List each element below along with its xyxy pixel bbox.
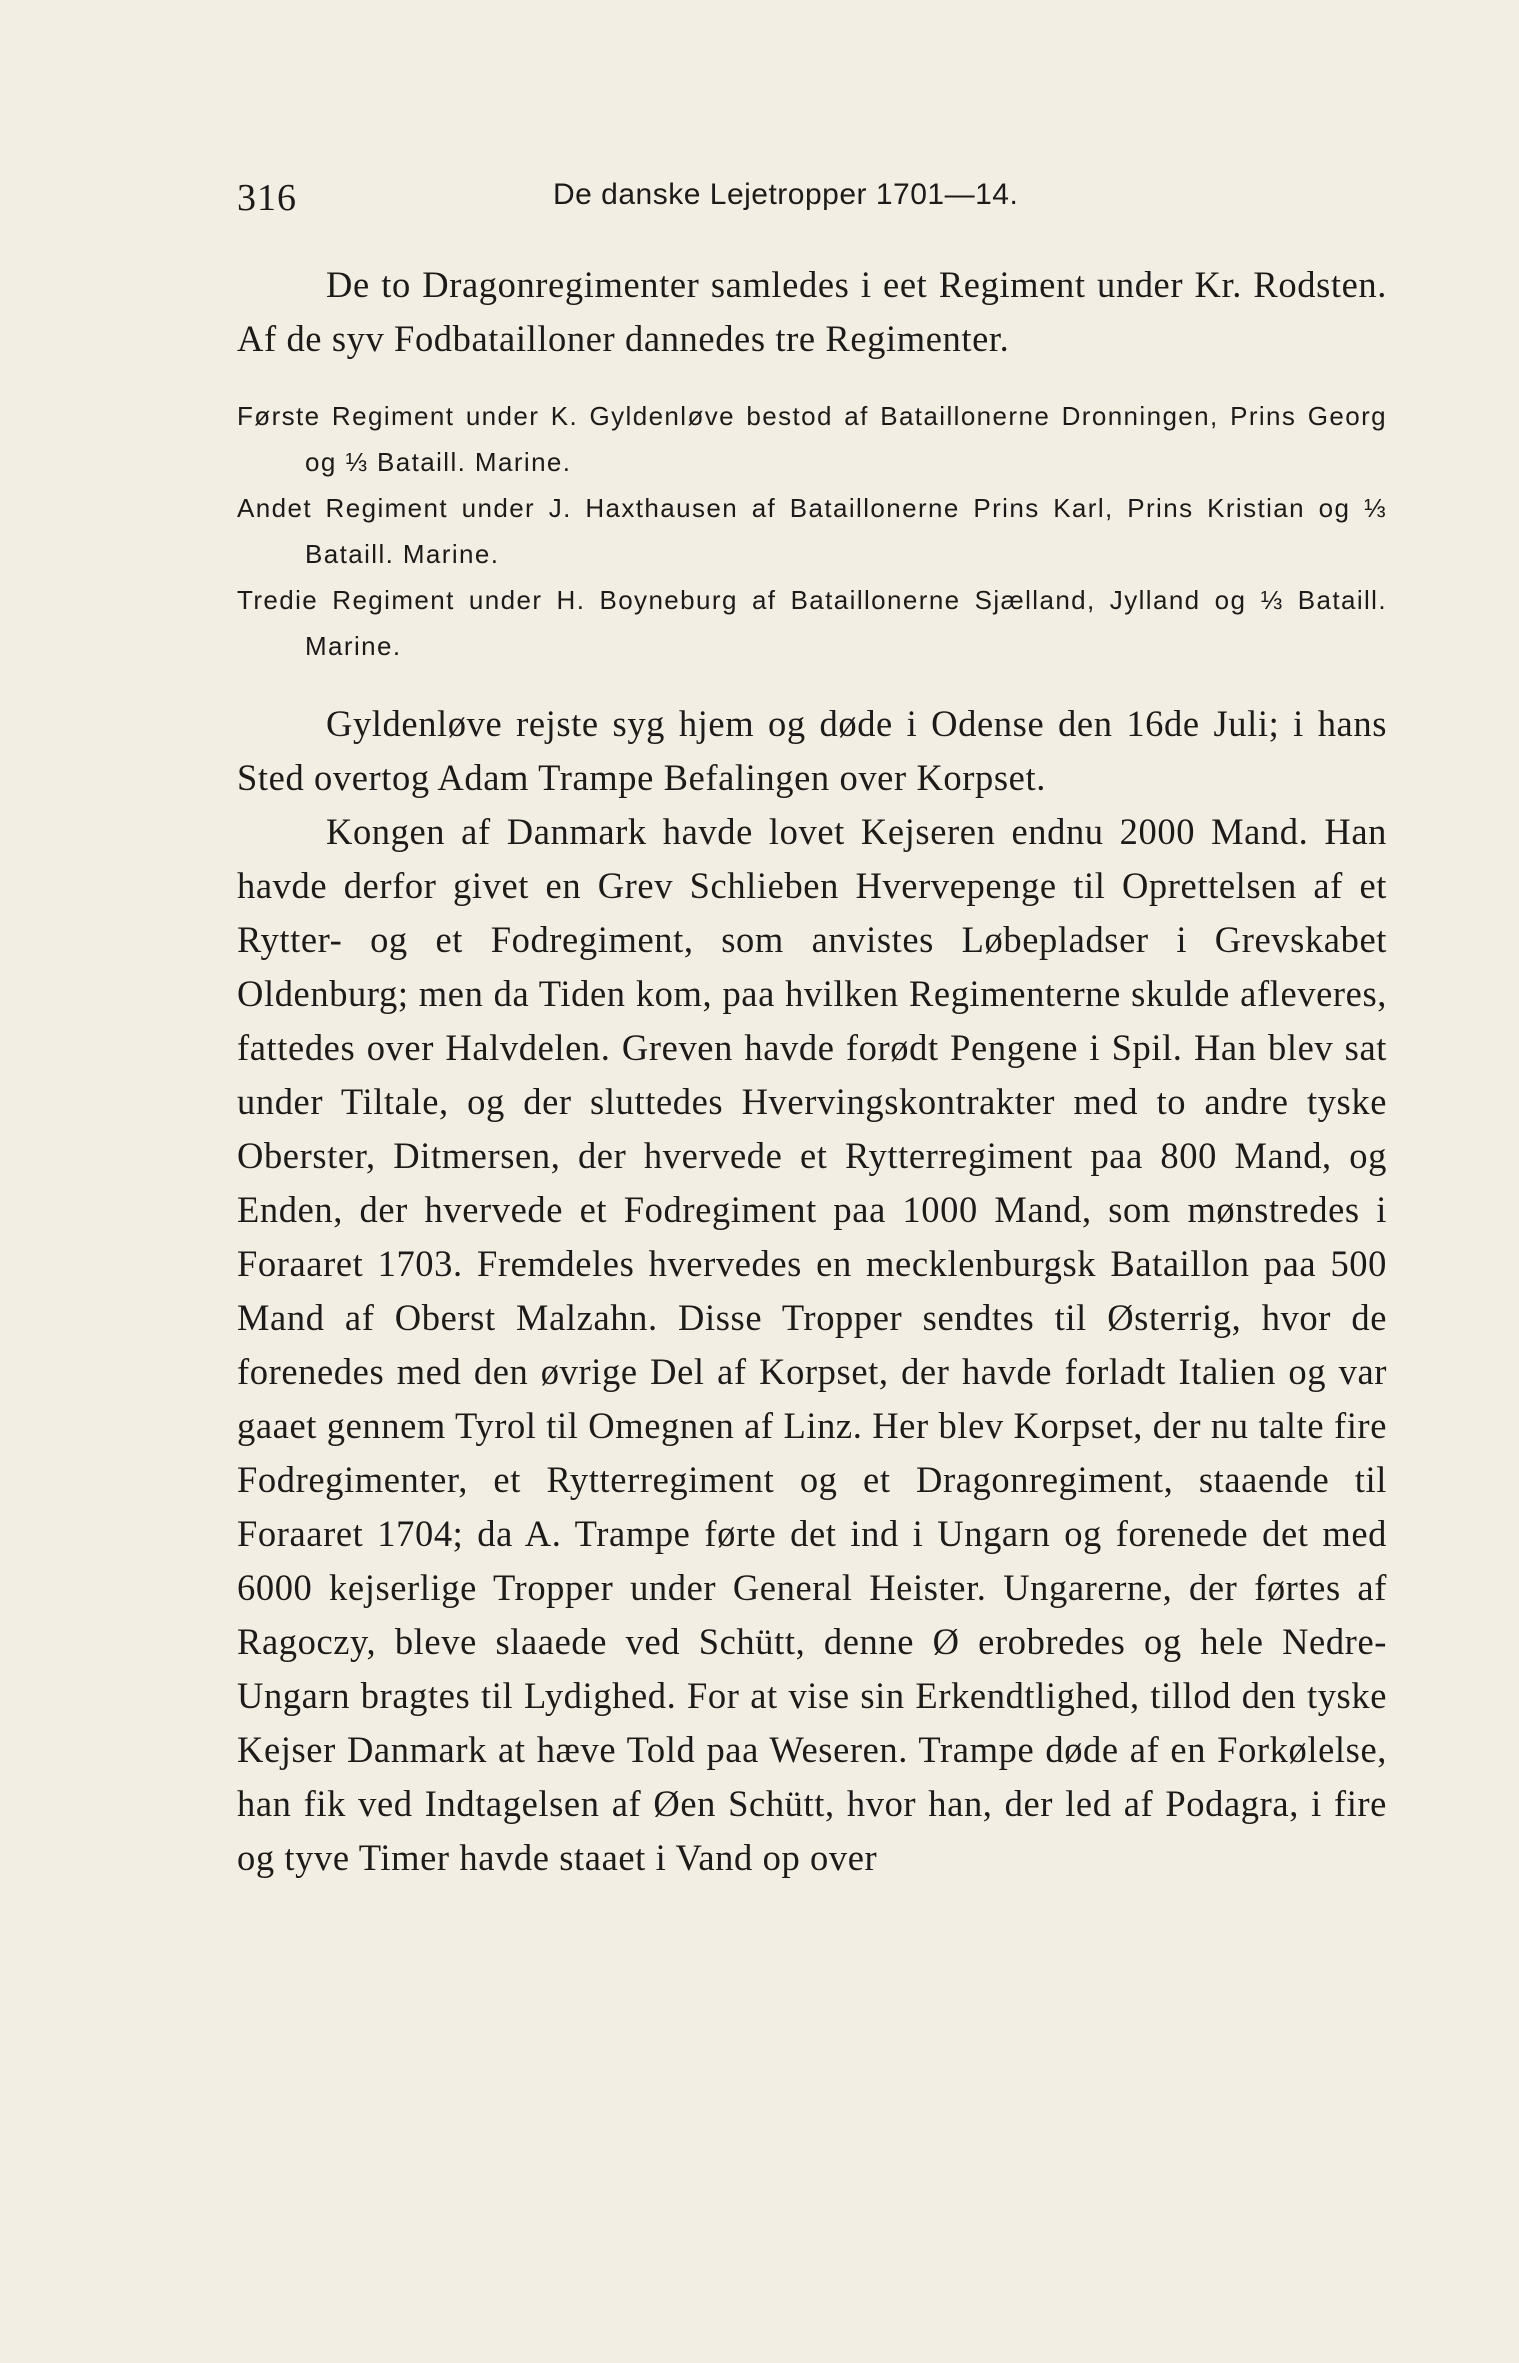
intro-paragraph: De to Dragonregimenter samledes i eet Regiment under Kr. Rodsten. Af de syv Fodbatailloner dannedes tre Regimenter. — [237, 264, 1387, 359]
intro-block — [237, 258, 1387, 366]
page-number: 316 — [237, 177, 297, 219]
page-header — [237, 168, 1387, 228]
note-first-regiment: Første Regiment under K. Gyldenløve bestod af Bataillonerne Dronningen, Prins Georg og ⅓ Bataill. Marine. — [237, 401, 1387, 477]
paragraph-gyldenlove: Gyldenløve rejste syg hjem og døde i Odense den 16de Juli; i hans Sted overtog Adam Trampe Befalingen over Korpset. — [237, 703, 1387, 798]
main-text — [237, 697, 1387, 1885]
paragraph-kongen: Kongen af Danmark havde lovet Kejseren endnu 2000 Mand. Han havde derfor givet en Grev Schlieben Hvervepenge til Oprettelsen af et Rytter- og et Fodregiment, som anvistes Løbepladser i Grevskabet Oldenburg; men da Tiden kom, paa hvilken Regimenterne skulde afleveres, fattedes over Halvdelen. Greven havde forødt Pengene i Spil. Han blev sat under Tiltale, og der sluttedes Hvervingskontrakter med to andre tyske Oberster, Ditmersen, der hvervede et Rytterregiment paa 800 Mand, og Enden, der hvervede et Fodregiment paa 1000 Mand, som mønstredes i Foraaret 1703. Fremdeles hvervedes en mecklenburgsk Bataillon paa 500 Mand af Oberst Malzahn. Disse Tropper sendtes til Østerrig, hvor de forenedes med den øvrige Del af Korpset, der havde forladt Italien og var gaaet gennem Tyrol til Omegnen af Linz. Her blev Korpset, der nu talte fire Fodregimenter, et Rytterregiment og et Dragonregiment, staaende til Foraaret 1704; da A. Trampe førte det ind i Ungarn og forenede det med 6000 kejserlige Tropper under General Heister. Ungarerne, der førtes af Ragoczy, bleve slaaede ved Schütt, denne Ø erobredes og hele Nedre-Ungarn bragtes til Lydighed. For at vise sin Erkendtlighed, tillod den tyske Kejser Danmark at hæve Told paa Weseren. Trampe døde af en Forkølelse, han fik ved Indtagelsen af Øen Schütt, hvor han, der led af Podagra, i fire og tyve Timer havde staaet i Vand op over — [237, 811, 1387, 1878]
note-third-regiment: Tredie Regiment under H. Boyneburg af Bataillonerne Sjælland, Jylland og ⅓ Bataill. Marine. — [237, 585, 1387, 661]
note-second-regiment: Andet Regiment under J. Haxthausen af Bataillonerne Prins Karl, Prins Kristian og ⅓ Bataill. Marine. — [237, 493, 1387, 569]
regiment-notes — [237, 393, 1387, 669]
running-head: De danske Lejetropper 1701—14. — [553, 178, 1019, 211]
